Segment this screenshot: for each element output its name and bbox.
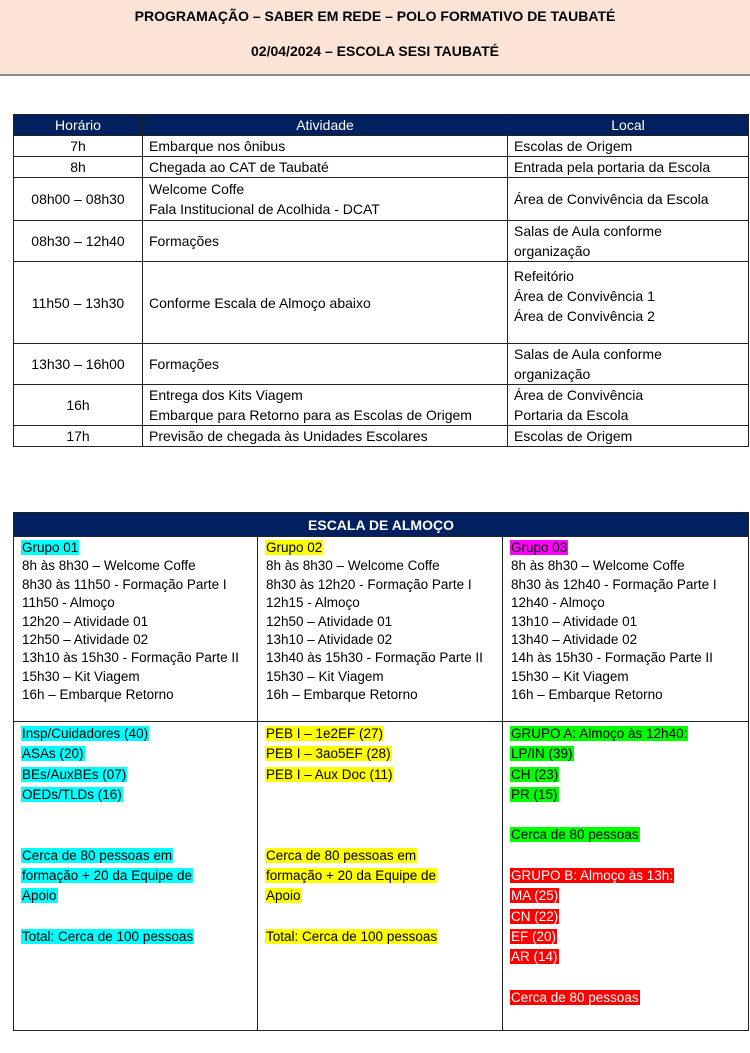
schedule-line <box>265 686 495 704</box>
row-place <box>508 385 749 426</box>
line-text: 16h – Embarque Retorno <box>511 687 663 703</box>
schedule-line <box>21 594 250 612</box>
schedule-row <box>14 385 749 426</box>
row-time: 08h30 – 12h40 <box>14 221 143 262</box>
place-line: Área de Convivência 2 <box>514 307 655 324</box>
line-text: GRUPO A: Almoço às 12h40: <box>511 726 688 741</box>
line-text: PEB I – 1e2EF (27) <box>266 726 384 741</box>
line-text: MA (25) <box>511 888 559 904</box>
line-text: 8h30 às 11h50 - Formação Parte I <box>22 576 227 592</box>
line-text: Grupo 01 <box>22 540 79 555</box>
line-text: 8h às 8h30 – Welcome Coffe <box>22 558 196 574</box>
people-line <box>21 886 250 906</box>
line-text: PEB I – Aux Doc (11) <box>266 766 393 782</box>
column-header-place: Local <box>508 115 749 136</box>
people-line <box>21 907 250 927</box>
row-activity <box>143 385 508 426</box>
schedule-line <box>265 613 495 631</box>
people-line <box>265 805 495 825</box>
activity-line: Embarque nos ônibus <box>149 138 286 154</box>
people-line <box>21 846 250 866</box>
people-line <box>265 927 495 947</box>
line-text: PEB I – 3ao5EF (28) <box>266 746 391 762</box>
line-text: 12h50 – Atividade 02 <box>22 632 149 648</box>
row-activity <box>143 221 508 262</box>
line-text <box>265 827 267 842</box>
line-text: Grupo 02 <box>266 540 323 555</box>
activity-line: Conforme Escala de Almoço abaixo <box>149 294 371 311</box>
line-text: 15h30 – Kit Viagem <box>511 668 629 684</box>
line-text <box>21 827 23 842</box>
line-text <box>21 807 23 822</box>
line-text: 8h30 às 12h40 - Formação Parte I <box>511 576 717 592</box>
schedule-row <box>14 426 749 447</box>
activity-line: Previsão de chegada às Unidades Escolares <box>149 428 428 444</box>
people-line <box>21 744 250 764</box>
line-text: 12h40 - Almoço <box>511 595 605 611</box>
schedule-line <box>21 686 250 704</box>
row-place <box>508 178 749 221</box>
lunch-schedule-table <box>13 512 749 1031</box>
people-line <box>265 724 495 744</box>
schedule-line <box>265 557 495 575</box>
row-activity <box>143 426 508 447</box>
line-text: 13h40 às 15h30 - Formação Parte II <box>266 650 483 666</box>
line-text: formação + 20 da Equipe de <box>22 868 192 884</box>
row-time: 7h <box>14 136 143 157</box>
schedule-row <box>14 344 749 385</box>
people-line <box>510 744 741 764</box>
row-place <box>508 344 749 385</box>
line-text: LP/IN (39) <box>511 746 573 762</box>
group-1-people <box>14 722 258 1031</box>
people-line <box>510 907 741 927</box>
group-1-schedule <box>14 537 258 722</box>
schedule-row <box>14 157 749 178</box>
line-text: CH (23) <box>511 766 559 782</box>
people-line <box>21 927 250 947</box>
place-line: organização <box>514 243 591 259</box>
people-line <box>21 785 250 805</box>
line-text: Cerca de 80 pessoas em <box>22 847 173 863</box>
line-text: 8h30 às 12h20 - Formação Parte I <box>266 576 472 592</box>
schedule-line <box>21 576 250 594</box>
line-text: 8h às 8h30 – Welcome Coffe <box>511 558 685 574</box>
line-text: 15h30 – Kit Viagem <box>22 668 140 684</box>
row-activity <box>143 178 508 221</box>
line-text: Grupo 03 <box>511 540 568 555</box>
place-line: Área de Convivência 1 <box>514 287 655 304</box>
schedule-row <box>14 178 749 221</box>
schedule-line <box>21 557 250 575</box>
people-line <box>265 744 495 764</box>
document-title: PROGRAMAÇÃO – SABER EM REDE – POLO FORMATIVO DE TAUBATÉ <box>134 8 616 24</box>
activity-line: Welcome Coffe <box>149 181 245 197</box>
line-text: 11h50 - Almoço <box>22 595 115 611</box>
activity-line: Chegada ao CAT de Taubaté <box>149 159 329 175</box>
row-place <box>508 136 749 157</box>
line-text <box>21 909 23 924</box>
people-line <box>510 785 741 805</box>
document-subtitle: 02/04/2024 – ESCOLA SESI TAUBATÉ <box>251 43 499 59</box>
row-time: 16h <box>14 385 143 426</box>
line-text: ASAs (20) <box>22 746 84 762</box>
line-text: Cerca de 80 pessoas em <box>266 847 417 863</box>
people-line <box>510 846 741 866</box>
schedule-line <box>510 668 741 686</box>
schedule-line <box>510 631 741 649</box>
line-text: 13h10 – Atividade 01 <box>511 613 638 629</box>
activity-line: Formações <box>149 233 220 249</box>
row-time: 8h <box>14 157 143 178</box>
line-text: 16h – Embarque Retorno <box>22 687 174 703</box>
group-3-schedule <box>503 537 749 722</box>
line-text: 13h10 às 15h30 - Formação Parte II <box>22 650 239 666</box>
line-text: Apoio <box>266 888 301 904</box>
line-text: 14h às 15h30 - Formação Parte II <box>511 650 713 666</box>
line-text <box>265 807 267 822</box>
line-text <box>510 807 512 822</box>
line-text: CN (22) <box>511 908 559 924</box>
row-place <box>508 157 749 178</box>
line-text: Cerca de 80 pessoas <box>511 827 639 843</box>
row-place <box>508 262 749 344</box>
people-line <box>510 866 741 886</box>
line-text: 12h50 – Atividade 01 <box>266 613 393 629</box>
people-line <box>21 866 250 886</box>
row-activity <box>143 136 508 157</box>
row-place <box>508 221 749 262</box>
line-text: AR (14) <box>511 949 558 965</box>
lunch-table-title: ESCALA DE ALMOÇO <box>14 513 749 537</box>
group-2-people <box>258 722 503 1031</box>
row-time: 08h00 – 08h30 <box>14 178 143 221</box>
people-line <box>510 805 741 825</box>
line-text: BEs/AuxBEs (07) <box>22 766 127 782</box>
schedule-line <box>265 631 495 649</box>
line-text: 16h – Embarque Retorno <box>266 687 418 703</box>
people-line <box>21 805 250 825</box>
place-line: organização <box>514 366 591 382</box>
schedule-line <box>21 539 250 557</box>
row-place <box>508 426 749 447</box>
line-text: 12h20 – Atividade 01 <box>22 613 149 629</box>
line-text <box>510 970 512 985</box>
line-text: Total: Cerca de 100 pessoas <box>22 928 194 944</box>
line-text: GRUPO B: Almoço às 13h: <box>511 868 674 884</box>
group-2-schedule <box>258 537 503 722</box>
line-text: OEDs/TLDs (16) <box>22 786 122 802</box>
schedule-line <box>510 539 741 557</box>
line-text: Cerca de 80 pessoas <box>511 989 639 1005</box>
line-text <box>510 848 512 863</box>
place-line: Salas de Aula conforme <box>514 223 662 239</box>
document-header <box>0 0 750 76</box>
row-activity <box>143 344 508 385</box>
schedule-line <box>265 649 495 667</box>
schedule-line <box>510 594 741 612</box>
schedule-line <box>265 668 495 686</box>
line-text <box>265 909 267 924</box>
people-line <box>265 846 495 866</box>
line-text: EF (20) <box>511 928 557 944</box>
row-time: 13h30 – 16h00 <box>14 344 143 385</box>
line-text: Insp/Cuidadores (40) <box>22 726 149 741</box>
schedule-line <box>21 631 250 649</box>
activity-line: Fala Institucional de Acolhida - DCAT <box>149 201 380 217</box>
people-line <box>265 907 495 927</box>
schedule-row <box>14 262 749 344</box>
place-line <box>514 326 742 340</box>
activity-line: Formações <box>149 356 220 372</box>
people-line <box>510 927 741 947</box>
line-text: 13h10 – Atividade 02 <box>266 632 393 648</box>
column-header-time: Horário <box>14 115 143 136</box>
schedule-table <box>13 114 749 447</box>
schedule-row <box>14 136 749 157</box>
activity-line: Entrega dos Kits Viagem <box>149 387 303 403</box>
people-line <box>265 886 495 906</box>
people-line <box>21 765 250 785</box>
place-line: Salas de Aula conforme <box>514 346 662 362</box>
people-line <box>265 825 495 845</box>
place-line: Escolas de Origem <box>514 138 633 154</box>
line-text: formação + 20 da Equipe de <box>266 868 436 884</box>
line-text: Total: Cerca de 100 pessoas <box>266 928 438 944</box>
schedule-line <box>265 594 495 612</box>
line-text: 12h15 - Almoço <box>266 595 360 611</box>
schedule-line <box>510 613 741 631</box>
schedule-line <box>265 576 495 594</box>
schedule-row <box>14 221 749 262</box>
people-line <box>510 968 741 988</box>
line-text: 15h30 – Kit Viagem <box>266 668 384 684</box>
column-header-activity: Atividade <box>143 115 508 136</box>
line-text: 13h40 – Atividade 02 <box>511 632 638 648</box>
people-line <box>510 947 741 967</box>
people-line <box>510 886 741 906</box>
place-line: Área de Convivência <box>514 387 644 403</box>
people-line <box>265 866 495 886</box>
people-line <box>510 988 741 1008</box>
place-line: Escolas de Origem <box>514 428 633 444</box>
schedule-line <box>265 539 495 557</box>
group-3-people <box>503 722 749 1031</box>
schedule-line <box>21 613 250 631</box>
row-time: 17h <box>14 426 143 447</box>
place-line: Área de Convivência da Escola <box>514 191 709 207</box>
place-line: Refeitório <box>514 267 574 284</box>
people-line <box>510 724 741 744</box>
line-text: Apoio <box>22 888 57 904</box>
people-line <box>265 785 495 805</box>
schedule-line <box>510 686 741 704</box>
row-activity <box>143 157 508 178</box>
people-line <box>510 825 741 845</box>
row-activity <box>143 262 508 344</box>
line-text <box>265 787 267 802</box>
people-line <box>21 724 250 744</box>
people-line <box>265 765 495 785</box>
people-line <box>21 825 250 845</box>
line-text: 8h às 8h30 – Welcome Coffe <box>266 558 440 574</box>
row-time: 11h50 – 13h30 <box>14 262 143 344</box>
schedule-line <box>510 557 741 575</box>
activity-line: Embarque para Retorno para as Escolas de Origem <box>149 407 472 423</box>
schedule-line <box>21 668 250 686</box>
people-line <box>510 765 741 785</box>
schedule-line <box>510 576 741 594</box>
schedule-line <box>21 649 250 667</box>
place-line: Portaria da Escola <box>514 407 629 423</box>
schedule-line <box>510 649 741 667</box>
place-line: Entrada pela portaria da Escola <box>514 159 711 175</box>
line-text: PR (15) <box>511 786 558 802</box>
